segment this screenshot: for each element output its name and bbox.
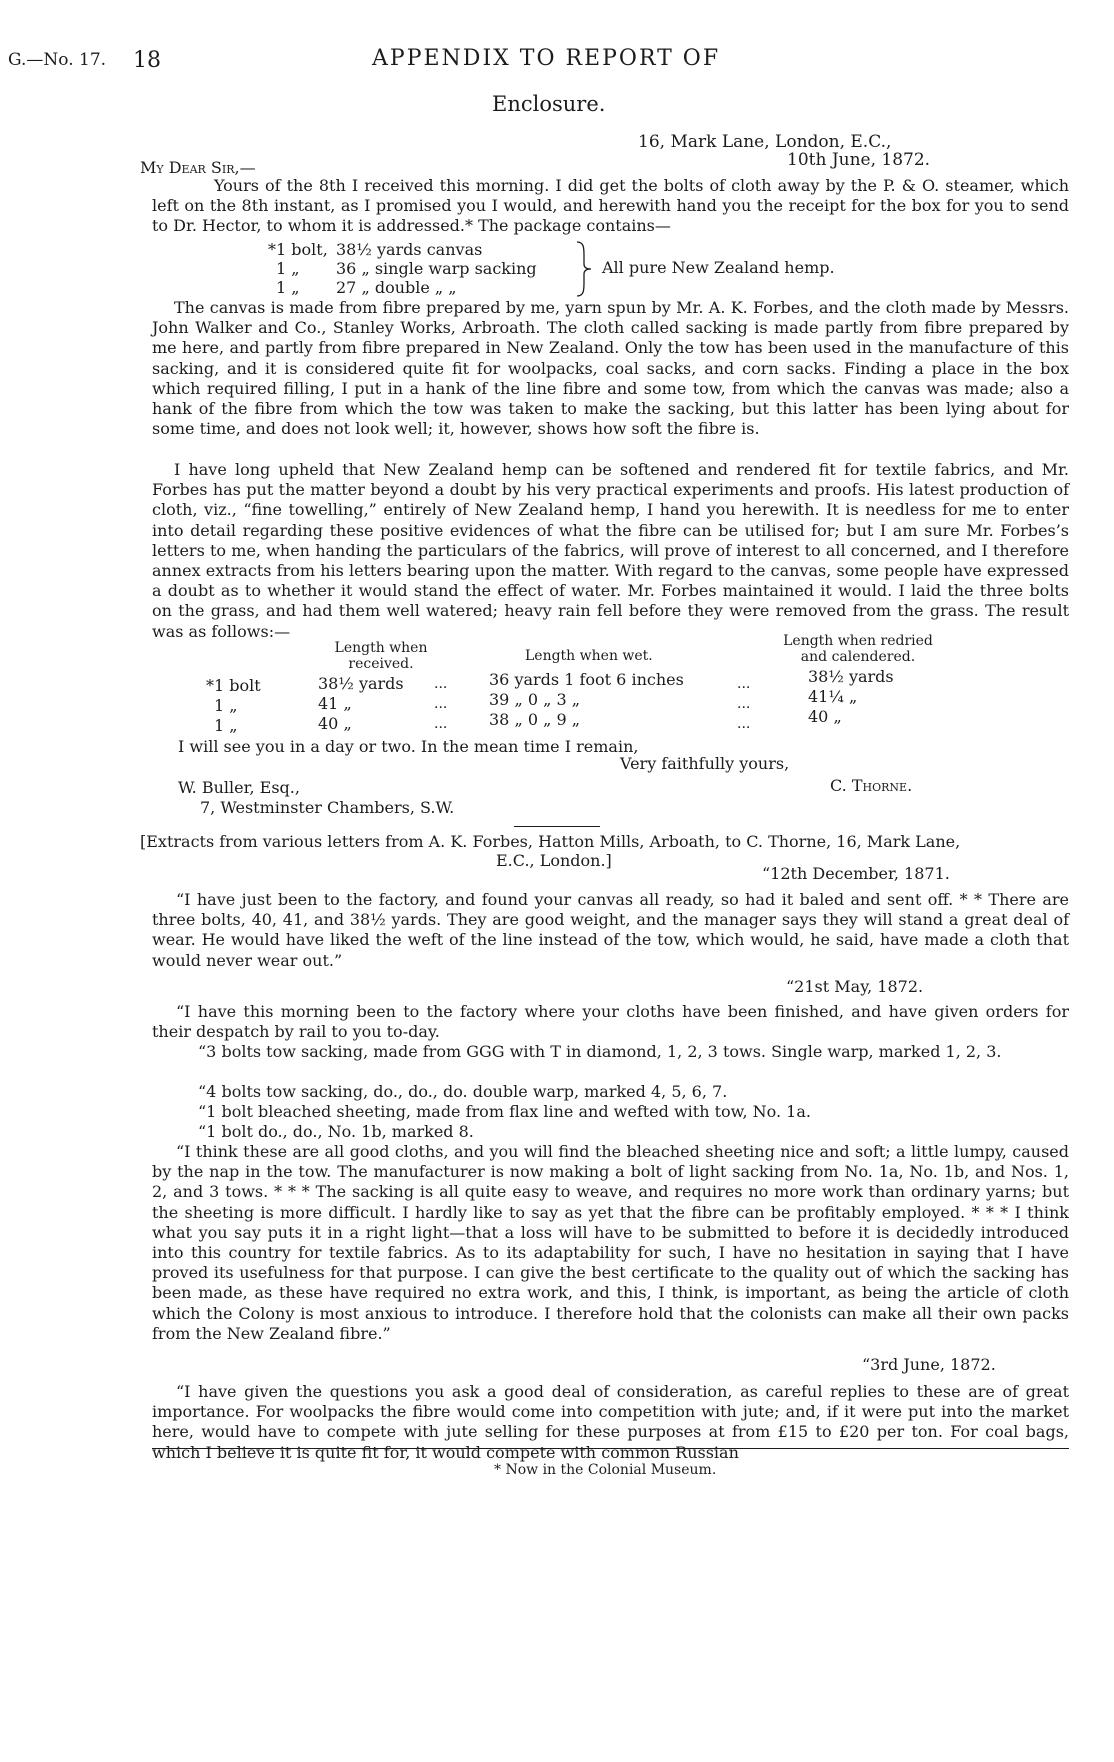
letter-address: 16, Mark Lane, London, E.C., xyxy=(638,132,892,152)
row-label: 1 „ xyxy=(214,716,238,735)
extracts-heading-line2: E.C., London.] xyxy=(496,851,612,870)
extracts-heading-line1: [Extracts from various letters from A. K. Forbes, Hatton Mills, Arboath, to C. Thorne, 16, Mark Lane, xyxy=(140,832,961,851)
contents-qty-1: *1 bolt, xyxy=(268,240,328,259)
curly-brace-icon xyxy=(574,240,594,298)
row-dots: ... xyxy=(737,716,751,732)
extract-2-list-item-3: “1 bolt bleached sheeting, made from flax line and wefted with tow, No. 1a. xyxy=(198,1102,811,1121)
running-title: APPENDIX TO REPORT OF xyxy=(372,46,721,71)
page-ref: G.—No. 17. xyxy=(8,50,107,70)
extract-1-date: “12th December, 1871. xyxy=(762,864,950,883)
table-header-wet: Length when wet. xyxy=(525,648,653,664)
row-label: 1 „ xyxy=(214,696,238,715)
contents-qty-3: 1 „ xyxy=(276,278,300,297)
extract-2-date: “21st May, 1872. xyxy=(786,977,924,996)
contents-item-2: 36 „ single warp sacking xyxy=(336,259,537,278)
row-dots: ... xyxy=(434,676,448,692)
extract-2-paragraph-2: “I think these are all good cloths, and you will find the bleached sheeting nice and soft; a little lumpy, caused by the nap in the tow. The manufacturer is now making a bolt of light sacking from No. 1a, No. 1b, and Nos. 1, 2, and 3 tows. * * * The sacking is all quite easy to weave, and requires no more work than ordinary yarns; but the sheeting is more difficult. I hardly like to say as yet that the fibre can be profitably employed. * * * I think what you say puts it in a right light—that a loss will have to be submitted to before it is decidedly introduced into this country for textile fabrics. As to its adaptability for such, I have no hesitation in saying that I have proved its usefulness for that purpose. I can give the best certificate to the quality out of which the sacking has been made, as these have required no extra work, and this, I think, is important, as being the article of cloth which the Colony is most anxious to introduce. I therefore hold that the colonists can make all their own packs from the New Zealand fibre.” xyxy=(152,1142,1069,1343)
signature: C. Thorne. xyxy=(830,776,913,795)
footnote: * Now in the Colonial Museum. xyxy=(494,1462,717,1478)
contents-qty-2: 1 „ xyxy=(276,259,300,278)
addressee-address: 7, Westminster Chambers, S.W. xyxy=(200,798,455,817)
enclosure-title: Enclosure. xyxy=(492,92,606,116)
valediction: Very faithfully yours, xyxy=(620,754,790,773)
extract-2-list-item-2: “4 bolts tow sacking, do., do., do. double warp, marked 4, 5, 6, 7. xyxy=(198,1082,728,1101)
row-redried: 41¼ „ xyxy=(808,687,858,706)
letter-paragraph-1: Yours of the 8th I received this morning. I did get the bolts of cloth away by the P. & O. steamer, which left on the 8th instant, as I promised you I would, and herewith hand you the receipt for the box for you to send to Dr. Hector, to whom it is addressed.* The package contains— xyxy=(152,176,1069,236)
extract-2-list-item-1: “3 bolts tow sacking, made from GGG with T in diamond, 1, 2, 3 tows. Single warp, marked 1, 2, 3. xyxy=(198,1042,1002,1061)
row-dots: ... xyxy=(737,676,751,692)
extract-1-paragraph: “I have just been to the factory, and found your canvas all ready, so had it baled and sent off. * * There are three bolts, 40, 41, and 38½ yards. They are good weight, and the manager says they will stand a great deal of wear. He would have liked the weft of the line instead of the tow, which would, he said, have made a cloth that would never wear out.” xyxy=(152,890,1069,970)
footnote-divider xyxy=(152,1448,1069,1449)
row-wet: 38 „ 0 „ 9 „ xyxy=(489,710,581,729)
closing-line: I will see you in a day or two. In the mean time I remain, xyxy=(178,737,639,756)
contents-item-3: 27 „ double „ „ xyxy=(336,278,457,297)
row-dots: ... xyxy=(434,716,448,732)
row-received: 41 „ xyxy=(318,694,352,713)
row-wet: 36 yards 1 foot 6 inches xyxy=(489,670,684,689)
contents-item-1: 38½ yards canvas xyxy=(336,240,483,259)
row-dots: ... xyxy=(434,696,448,712)
row-received: 40 „ xyxy=(318,714,352,733)
section-divider xyxy=(514,826,600,827)
row-redried: 40 „ xyxy=(808,707,842,726)
letter-date: 10th June, 1872. xyxy=(787,150,931,170)
table-header-received: Length when received. xyxy=(334,640,428,672)
contents-note: All pure New Zealand hemp. xyxy=(602,258,835,277)
row-wet: 39 „ 0 „ 3 „ xyxy=(489,690,581,709)
addressee-name: W. Buller, Esq., xyxy=(178,778,300,797)
extract-2-paragraph-1: “I have this morning been to the factory where your cloths have been finished, and have given orders for their despatch by rail to you to-day. xyxy=(152,1002,1069,1042)
page-number: 18 xyxy=(133,48,161,73)
table-header-redried: Length when redried and calendered. xyxy=(783,633,933,665)
extract-3-paragraph: “I have given the questions you ask a good deal of consideration, as careful replies to these are of great importance. For woolpacks the fibre would come into competition with jute; and, if it were put into the market here, would have to compete with jute selling for these purposes at from £15 to £20 per ton. For coal bags, which I believe it is quite fit for, it would compete with common Russian xyxy=(152,1382,1069,1462)
salutation: My Dear Sir,— xyxy=(140,158,256,177)
row-received: 38½ yards xyxy=(318,674,404,693)
row-redried: 38½ yards xyxy=(808,667,894,686)
row-label: *1 bolt xyxy=(206,676,261,695)
extract-3-date: “3rd June, 1872. xyxy=(862,1355,996,1374)
letter-paragraph-3: I have long upheld that New Zealand hemp can be softened and rendered fit for textile fabrics, and Mr. Forbes has put the matter beyond a doubt by his very practical experiments and proofs. His latest production of cloth, viz., “fine towelling,” entirely of New Zealand hemp, I hand you herewith. It is needless for me to enter into detail regarding these positive evidences of what the fibre can be utilised for; but I am sure Mr. Forbes’s letters to me, when handing the particulars of the fabrics, will prove of interest to all concerned, and I therefore annex extracts from his letters bearing upon the matter. With regard to the canvas, some people have expressed a doubt as to whether it would stand the effect of water. Mr. Forbes maintained it would. I laid the three bolts on the grass, and had them well watered; heavy rain fell before they were removed from the grass. The result was as follows:— xyxy=(152,460,1069,641)
row-dots: ... xyxy=(737,696,751,712)
extract-2-list-item-4: “1 bolt do., do., No. 1b, marked 8. xyxy=(198,1122,474,1141)
letter-paragraph-2: The canvas is made from fibre prepared by me, yarn spun by Mr. A. K. Forbes, and the cloth made by Messrs. John Walker and Co., Stanley Works, Arbroath. The cloth called sacking is made partly from fibre prepared by me here, and partly from fibre prepared in New Zealand. Only the tow has been used in the manufacture of this sacking, and it is considered quite fit for woolpacks, coal sacks, and corn sacks. Finding a place in the box which required filling, I put in a hank of the line fibre and some tow, from which the canvas was made; also a hank of the fibre from which the tow was taken to make the sacking, but this latter has been lying about for some time, and does not look well; it, however, shows how soft the fibre is. xyxy=(152,298,1069,439)
